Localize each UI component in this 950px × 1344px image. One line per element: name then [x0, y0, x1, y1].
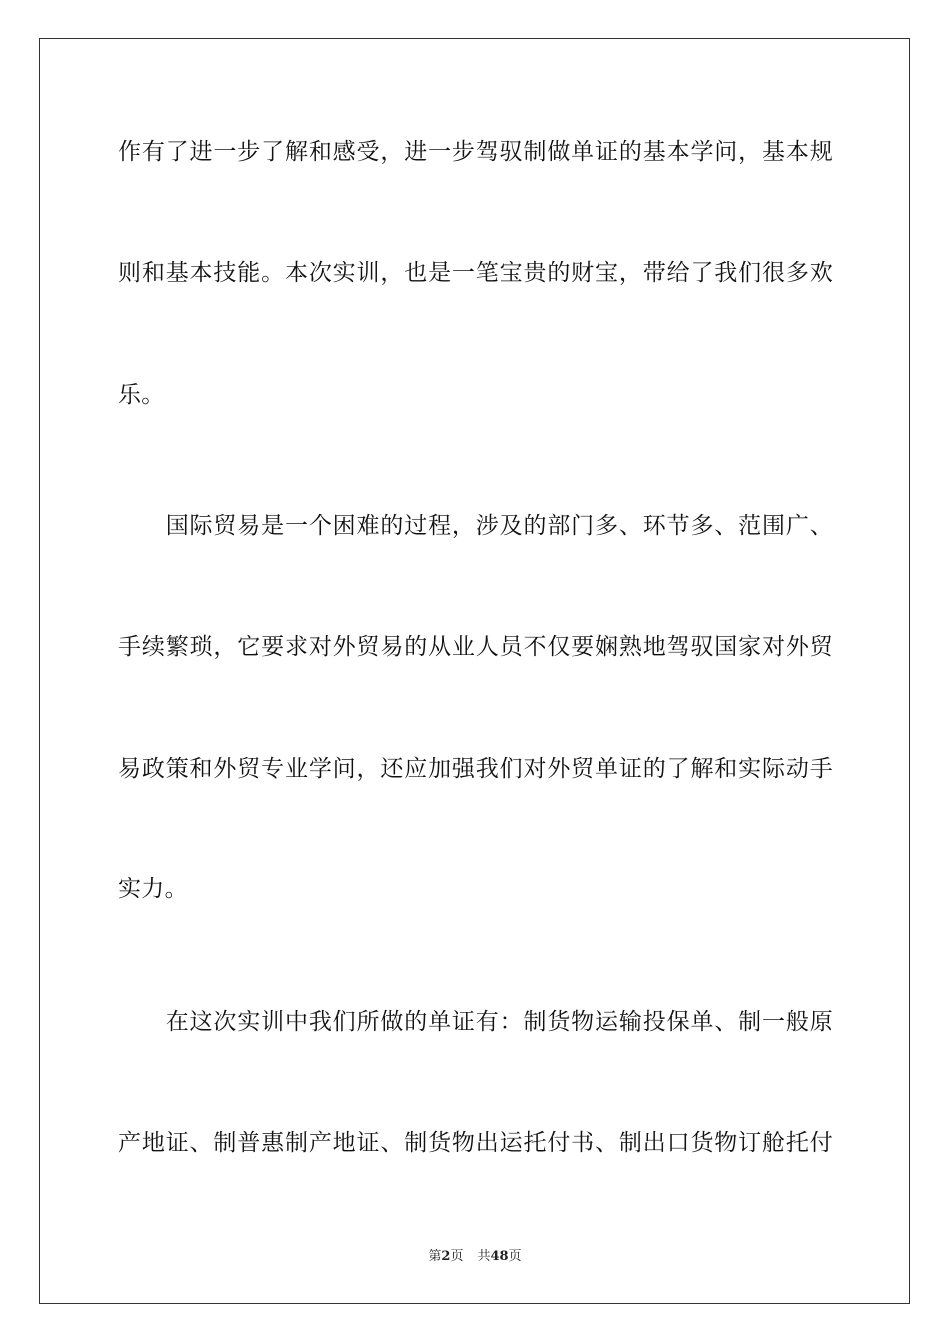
footer-total-prefix: 共: [477, 1249, 491, 1264]
body-text-line-1: 作有了进一步了解和感受，进一步驾驭制做单证的基本学问，基本规: [118, 139, 833, 165]
body-text-line-9: 产地证、制普惠制产地证、制货物出运托付书、制出口货物订舱托付: [118, 1130, 833, 1156]
body-text-line-3: 乐。: [118, 382, 165, 408]
body-text-line-2: 则和基本技能。本次实训，也是一笔宝贵的财宝，带给了我们很多欢: [118, 260, 833, 286]
footer-page-suffix: 页: [450, 1249, 464, 1264]
footer-page-number: 2: [441, 1249, 451, 1264]
footer-page-prefix: 第: [428, 1249, 442, 1264]
page-border: [39, 38, 910, 1304]
page-footer: [0, 1248, 950, 1266]
body-text-line-4: 国际贸易是一个困难的过程，涉及的部门多、环节多、范围广、: [118, 513, 833, 539]
body-text-line-7: 实力。: [118, 876, 188, 902]
body-text-line-6: 易政策和外贸专业学问，还应加强我们对外贸单证的了解和实际动手: [118, 756, 833, 782]
footer-total-suffix: 页: [508, 1249, 522, 1264]
body-text-line-5: 手续繁琐，它要求对外贸易的从业人员不仅要娴熟地驾驭国家对外贸: [118, 634, 833, 660]
body-text-line-8: 在这次实训中我们所做的单证有：制货物运输投保单、制一般原: [118, 1009, 833, 1035]
footer-total-pages: 48: [490, 1249, 509, 1264]
